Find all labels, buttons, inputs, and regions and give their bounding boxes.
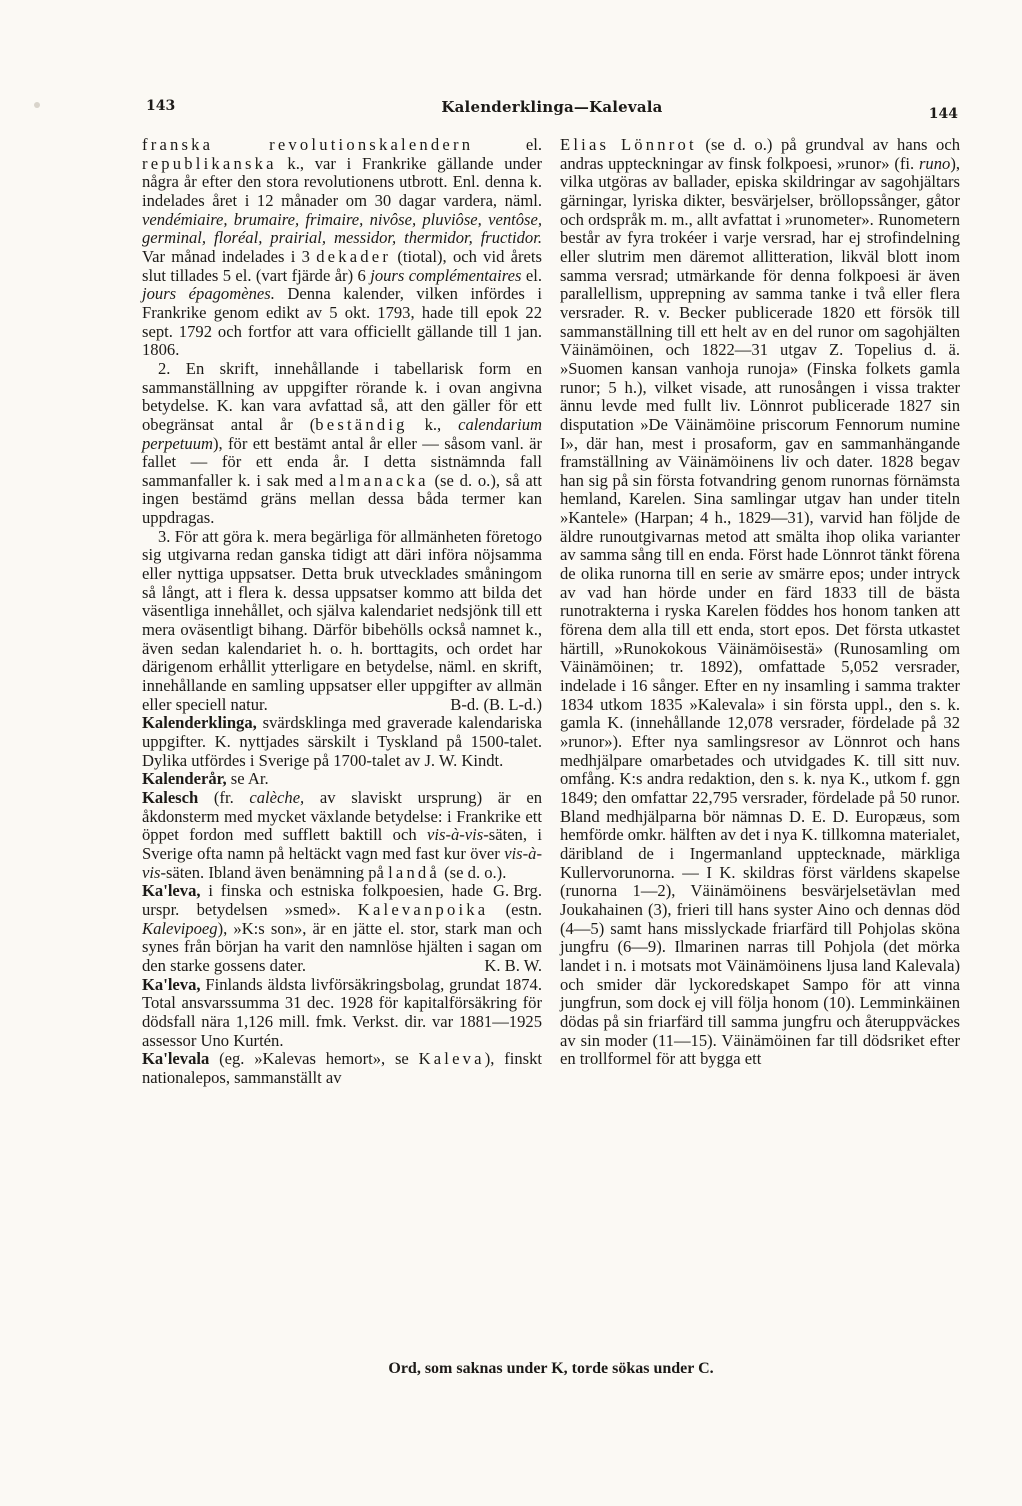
text-run: 3. För att göra k. mera begärliga för allmänheten företogo sig utgivarna redan ganska tidigt att däri införa nöjsamma eller nyttiga uppsatser. Detta bruk utvecklades småningom så långt, att i flera k. dessa uppsatser kommo att bilda det väsentliga innehållet, och själva kalendariet nedsjönk till ett mera oväsentligt bihang. Därför bibehölls också namnet k., även sedan kalendariet h. o. h. borttagits, och ordet har därigenom erhållit ytterligare en betydelse, näml. en skrift, innehållande en samling uppsatser eller uppgifter av allmän eller speciell natur.: [142, 526, 542, 714]
entry-kaleva-insurance: [142, 976, 542, 1051]
text-run: Denna kalender, vilken infördes i Frankrike genom edikt av 5 okt. 1793, hade till epok 22 sept. 1792 och fortfor att vara officiellt gällande till 1 jan. 1806.: [142, 284, 542, 360]
footer-note: Ord, som saknas under K, torde sökas under C.: [388, 1360, 714, 1377]
text-run: (eg. »Kalevas hemort», se: [209, 1049, 419, 1069]
paragraph-definition-3: [142, 528, 542, 715]
italic-term: calendarium perpetuum: [142, 414, 542, 453]
text-run: se Ar.: [226, 769, 269, 789]
italic-term: jours complémentaires: [370, 265, 522, 285]
text-run: Var månad indelades i 3: [142, 246, 317, 266]
headword: Kalesch: [142, 787, 199, 807]
italic-term: runo: [918, 153, 951, 173]
entry-kalenderklinga: [142, 714, 542, 770]
spaced-term: Elias Lönnrot: [560, 135, 697, 154]
page-speck: [34, 102, 40, 108]
text-run: (tiotal), och vid årets slut tillades 5 el. (vart fjärde år) 6: [142, 246, 542, 285]
text-run: ), för ett bestämt antal år eller — såsom vanl. är fallet — för ett enda år. I detta sistnämnda fall sammanfaller k. i sak med: [142, 433, 542, 490]
page-number-left: 143: [146, 98, 176, 114]
text-run: ), finskt nationalepos, sammanställt av: [142, 1049, 543, 1087]
italic-term: calèche,: [249, 787, 305, 807]
spaced-term: franska revolutionskalendern: [142, 135, 474, 154]
author-signature: B-d. (B. L-d.): [450, 694, 542, 714]
headword: Ka'levala: [142, 1049, 210, 1069]
spaced-term: beständig: [315, 414, 408, 434]
text-run: (estn.: [488, 899, 542, 919]
spaced-term: almanacka: [328, 470, 429, 490]
paragraph-definition-2: [142, 360, 542, 528]
italic-term: vis-à-vis: [427, 825, 484, 845]
text-run: (se d. o.) på grundval av hans och andras uppteckningar av finsk folkpoesi, »runor» (fi.: [560, 135, 961, 173]
text-run: svärdsklinga med graverade kalendariska uppgifter. K. nyttjades särskilt i Tyskland på 1500-talet. Dylika utfördes i Sverige på 1700-talet av J. W. Kindt.: [142, 713, 542, 770]
entry-kalenderar: [142, 770, 542, 789]
text-run: (se d. o.), så att ingen bestämd gräns mellan dessa båda termer kan uppdragas.: [142, 470, 542, 528]
text-run: k., var i Frankrike gällande under några år efter den stora revolutionens utbrott. Enl. denna k. indelades året i 12 månader om 30 dagar vardera, näml.: [142, 153, 542, 210]
spaced-term: landå: [388, 862, 440, 882]
entry-kaleva-folk: [142, 882, 542, 975]
spaced-term: republikanska: [142, 153, 277, 173]
text-run: el.: [521, 265, 542, 285]
spaced-term: Kalevanpoika: [357, 899, 489, 919]
text-run: 2. En skrift, innehållande i tabellarisk form en sammanställning av uppgifter rörande k. i ovan angivna betydelse. K. kan vara avfattad så, att den gäller för ett obegränsat antal år (: [142, 358, 542, 434]
page-number-right: 144: [928, 106, 958, 122]
text-run: -säten. Ibland även benämning på: [160, 862, 389, 882]
text-run: el.: [473, 135, 542, 154]
text-run: (fr.: [198, 787, 250, 807]
text-run: -säten, i Sverige ofta namn på heltäckt vagn med fast kur över: [142, 825, 542, 863]
italic-term: jours épagomènes.: [142, 284, 275, 304]
headword: Kalenderår,: [142, 769, 227, 789]
author-signature: K. B. W.: [484, 955, 542, 975]
text-run: ), vilka utgöras av ballader, episka skildringar av sagohjältars gärningar, lyriska dikter, besvärjelser, bröllopssånger, gåtor och ordspråk m. m., allt avfattat i »runometer». Runometern består av fyra trokéer i varje versrad, har ej strofindelning eller slutrim men däremot allitteration, likväl blott inom samma versrad; utmärkande för denna folkpoesi är även parallellism, upprepning av samma tanke i två eller flera versrader. R. v. Becker publicerade 1820 ett försök till sammanställning till ett helt av en del runor om sagohjälten Väinämöinen, och 1822—31 utgav Z. Topelius d. ä. »Suomen kansan vanhoja runoja» (Finska folkets gamla runor; 5 h.), vilket visade, att runosången i vissa trakter ännu levde med fullt liv. Lönnrot publicerade 1827 sin disputation »De Väinämöine priscorum Fennorum numine I», där han, mest i prosaform, gav en sammanhängande framställning av Väinämöinens liv och dater. 1828 begav han sig på sin första fotvandring genom runornas förnämsta hemland, Karelen. Sina samlingar utgav han under titeln »Kantele» (Harpan; 4 h., 1829—31), varvid han följde de äldre runoutgivarnas metod att smälta ihop olika varianter av samma sång till en enda. Först hade Lönnrot tänkt förena de olika runorna till en serie av smärre epos; under intryck av vad han hörde under en färd 1833 till de bästa runotrakterna i ryska Karelen föddes hos honom tanken att förena dem alla till ett enda, stort epos. Det första utkastet härtill, »Runokokous Väinämöisestä» (Runosamling om Väinämöinen; tr. 1892), omfattade 5,052 versrader, indelade i 16 sånger. Efter en ny insamling i samma trakter 1834 utkom 1835 »Kalevala» i sin första uppl., den s. k. gamla K. (innehållande 12,078 versrader, fördelade på 32 »runor»). Efter nya samlingsresor av Lönnrot och hans medhjälpare omarbetades och utvidgades K. till sitt nuv. omfång. K:s andra redaktion, den s. k. nya K., utkom f. ggn 1849; den omfattar 22,795 versrader, fördelade på 50 runor. Bland medhjälparna bör nämnas D. E. D. Europæus, som hemförde omkr. hälften av det i nya K. tillkomna materialet, däribland de i Ingermanland upptecknade, märkliga Kullervorunorna. — I K. skildras först världens skapelse (runorna 1—2), Väinämöinens besvärjelsetävlan med Joukahainen (3), frieri till hans syster Aino och dennas död (4—5) samt hans misslyckade friarfärd till Pohjolas sköna jungfru (6—9). Ilmarinen narras till Pohjola (det mörka landet i n. i motsats mot Väinämöinens ljusa land Kalevala) och smider där lyckoredskapet Sampo för att vinna jungfrun, som dock ej vill följa honom (10). Lemminkäinen dödas på sin friarfärd till samma jungfru och återuppväckes av sin moder (11—15). Väinämöinen far till dödsriket efter en trollformel för att bygga ett: [560, 153, 960, 1069]
spaced-term: Kaleva: [418, 1049, 485, 1069]
headword: Ka'leva,: [142, 881, 201, 901]
text-run: (se d. o.).: [440, 862, 507, 882]
headword: Kalenderklinga,: [142, 713, 257, 733]
italic-term: vis-à-vis: [142, 843, 542, 882]
page-header: [146, 98, 958, 126]
left-column: [142, 136, 542, 1087]
entry-kalevala: [142, 1050, 542, 1087]
author-signature: G. Brg.: [492, 881, 542, 901]
text-run: ), »K:s son», är en jätte el. stor, stark man och synes från början ha varit den namnlöse hjälten i sagan om den starke gossens dater.: [142, 918, 542, 975]
spaced-term: dekader: [316, 246, 392, 266]
text-run: Finlands äldsta livförsäkringsbolag, grundat 1874. Total ansvarssumma 31 dec. 1928 för kapitalförsäkring för dödsfall nära 1,126 mill. fmk. Verkst. dir. var 1881—1925 assessor Uno Kurtén.: [142, 974, 542, 1050]
text-run: i finska och estniska folkpoesien, hade urspr. betydelsen »smed».: [142, 881, 483, 919]
running-title: Kalenderklinga—Kalevala: [441, 98, 663, 116]
headword: Ka'leva,: [142, 974, 201, 994]
right-column: [560, 136, 960, 1069]
entry-kalevala-continued: [560, 136, 960, 1069]
text-run: av slaviskt ursprung) är en åkdonsterm med mycket växlande betydelse: i Frankrike ett öppet fordon med sufflett baktill och: [142, 787, 543, 845]
italic-term: Kalevipoeg: [142, 918, 218, 938]
text-run: k.,: [407, 414, 459, 434]
month-names: vendémiaire, brumaire, frimaire, nivôse, pluviôse, ventôse, germinal, floréal, prairial, messidor, thermidor, fructidor.: [142, 209, 542, 248]
paragraph-french-calendar: [142, 136, 542, 360]
